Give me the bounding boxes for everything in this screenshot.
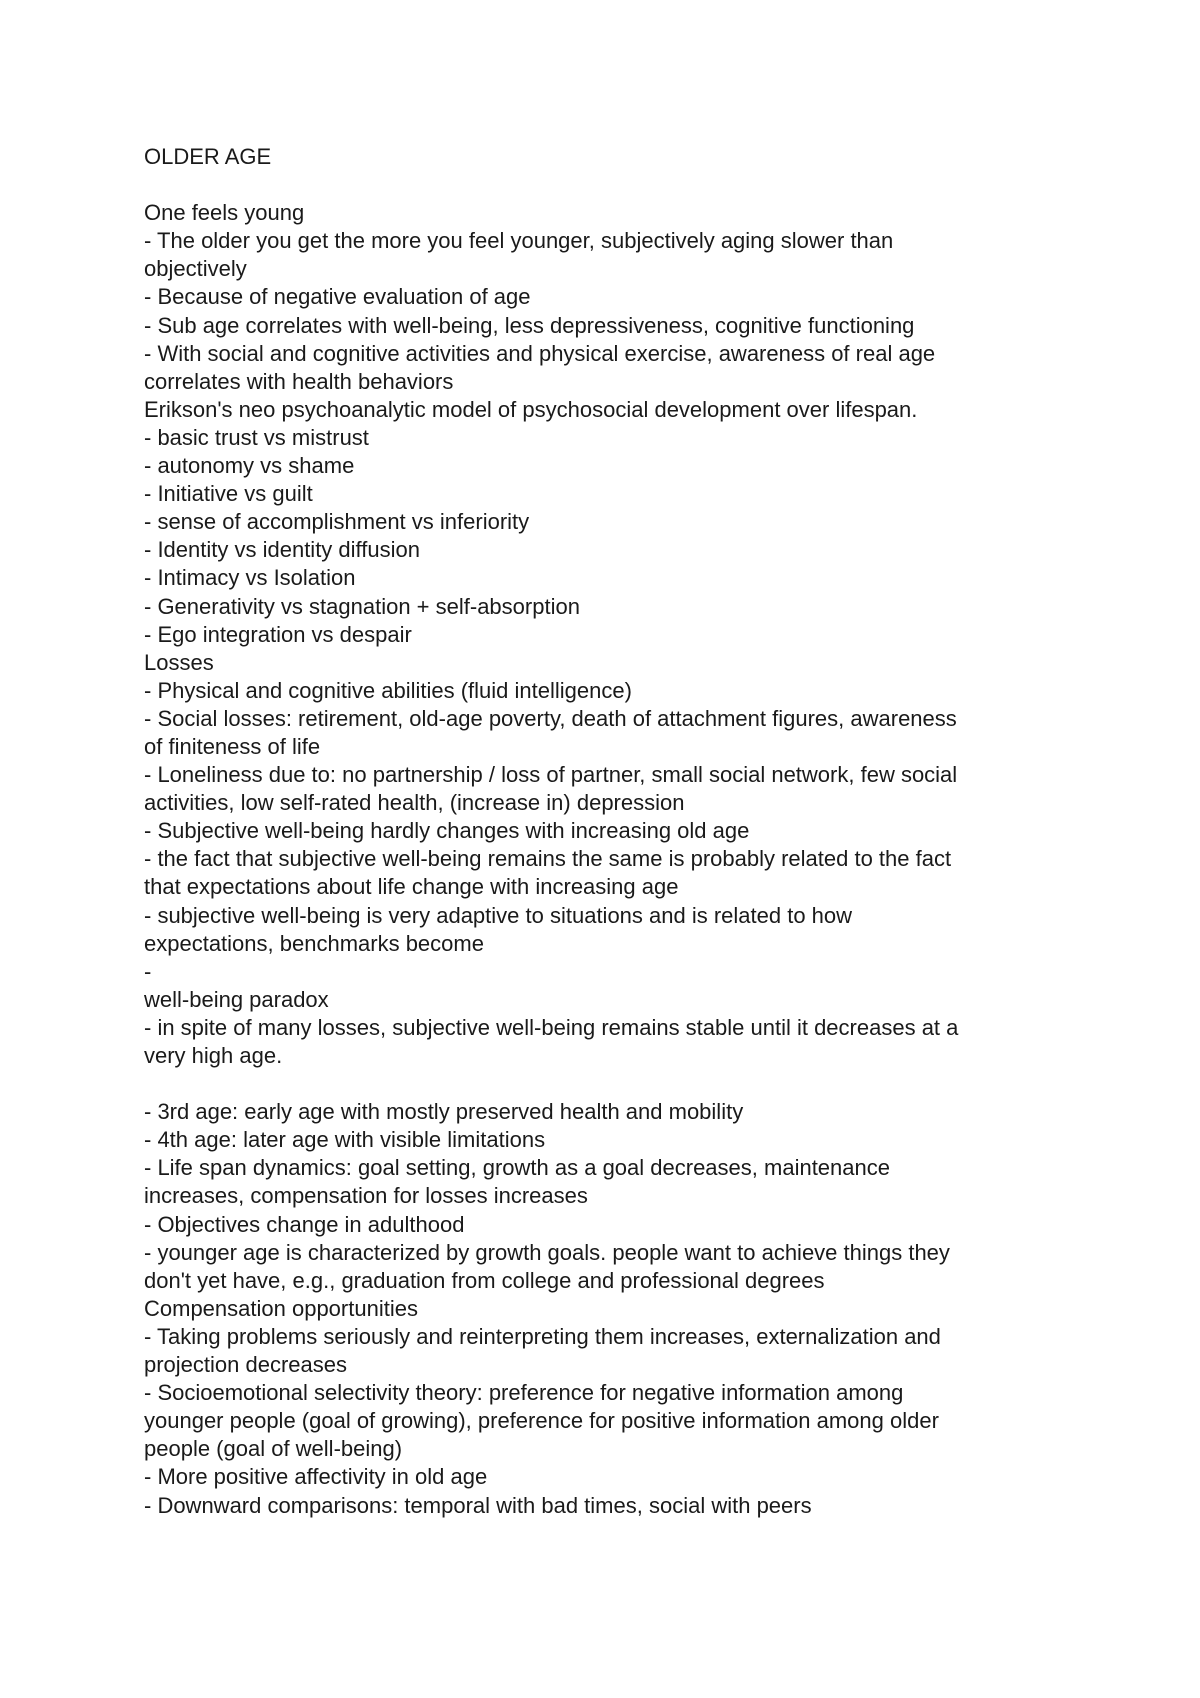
text-line: that expectations about life change with increasing age	[144, 874, 679, 900]
text-line: - Life span dynamics: goal setting, growth as a goal decreases, maintenance	[144, 1155, 890, 1181]
text-line: - autonomy vs shame	[144, 453, 355, 479]
text-line: Erikson's neo psychoanalytic model of psychosocial development over lifespan.	[144, 396, 918, 422]
text-line: - Socioemotional selectivity theory: preference for negative information among	[144, 1380, 904, 1406]
text-line: - in spite of many losses, subjective well-being remains stable until it decreases at a	[144, 1014, 959, 1040]
text-line: - Generativity vs stagnation + self-absorption	[144, 593, 580, 619]
document-title: OLDER AGE	[144, 144, 272, 169]
text-line: - Ego integration vs despair	[144, 621, 412, 647]
text-line: - Physical and cognitive abilities (fluid intelligence)	[144, 677, 632, 703]
text-line: well-being paradox	[144, 986, 329, 1012]
text-line: - Taking problems seriously and reinterpreting them increases, externalization and	[144, 1323, 941, 1349]
text-line: projection decreases	[144, 1352, 348, 1378]
text-line: - younger age is characterized by growth goals. people want to achieve things they	[144, 1239, 950, 1265]
text-line: - Social losses: retirement, old-age poverty, death of attachment figures, awareness	[144, 705, 957, 731]
text-line: - Loneliness due to: no partnership / loss of partner, small social network, few social	[144, 762, 958, 788]
text-line: - Subjective well-being hardly changes with increasing old age	[144, 818, 750, 844]
text-line: - More positive affectivity in old age	[144, 1464, 488, 1490]
text-line: -	[144, 958, 152, 984]
text-line: - basic trust vs mistrust	[144, 424, 369, 450]
text-line: - 3rd age: early age with mostly preserved health and mobility	[144, 1099, 744, 1125]
text-line: Compensation opportunities	[144, 1295, 418, 1321]
text-line: activities, low self-rated health, (increase in) depression	[144, 790, 685, 816]
text-line: younger people (goal of growing), preference for positive information among older	[144, 1408, 939, 1434]
text-line	[144, 1070, 1064, 1098]
text-line	[144, 171, 1064, 199]
text-line: - the fact that subjective well-being remains the same is probably related to the fact	[144, 846, 952, 872]
text-line: - subjective well-being is very adaptive to situations and is related to how	[144, 902, 853, 928]
text-line: - Objectives change in adulthood	[144, 1211, 465, 1237]
text-line: - Identity vs identity diffusion	[144, 537, 420, 563]
text-line: increases, compensation for losses increases	[144, 1183, 588, 1209]
text-line: very high age.	[144, 1043, 283, 1068]
document-page	[144, 143, 1064, 1520]
text-line: - The older you get the more you feel younger, subjectively aging slower than	[144, 228, 894, 254]
text-line: Losses	[144, 649, 214, 675]
text-line: expectations, benchmarks become	[144, 930, 484, 956]
text-line: - With social and cognitive activities and physical exercise, awareness of real age	[144, 340, 936, 366]
text-line: - 4th age: later age with visible limitations	[144, 1127, 546, 1153]
text-line: - Intimacy vs Isolation	[144, 565, 356, 591]
text-line: objectively	[144, 256, 247, 282]
text-line: - Downward comparisons: temporal with bad times, social with peers	[144, 1492, 812, 1518]
text-line: people (goal of well-being)	[144, 1436, 403, 1462]
text-line: - sense of accomplishment vs inferiority	[144, 509, 530, 535]
text-line: - Because of negative evaluation of age	[144, 284, 531, 310]
text-line: - Sub age correlates with well-being, less depressiveness, cognitive functioning	[144, 312, 915, 338]
text-line: correlates with health behaviors	[144, 368, 454, 394]
text-line: don't yet have, e.g., graduation from college and professional degrees	[144, 1267, 825, 1293]
text-line: - Initiative vs guilt	[144, 481, 313, 507]
text-line: of finiteness of life	[144, 733, 321, 759]
text-line: One feels young	[144, 200, 305, 226]
